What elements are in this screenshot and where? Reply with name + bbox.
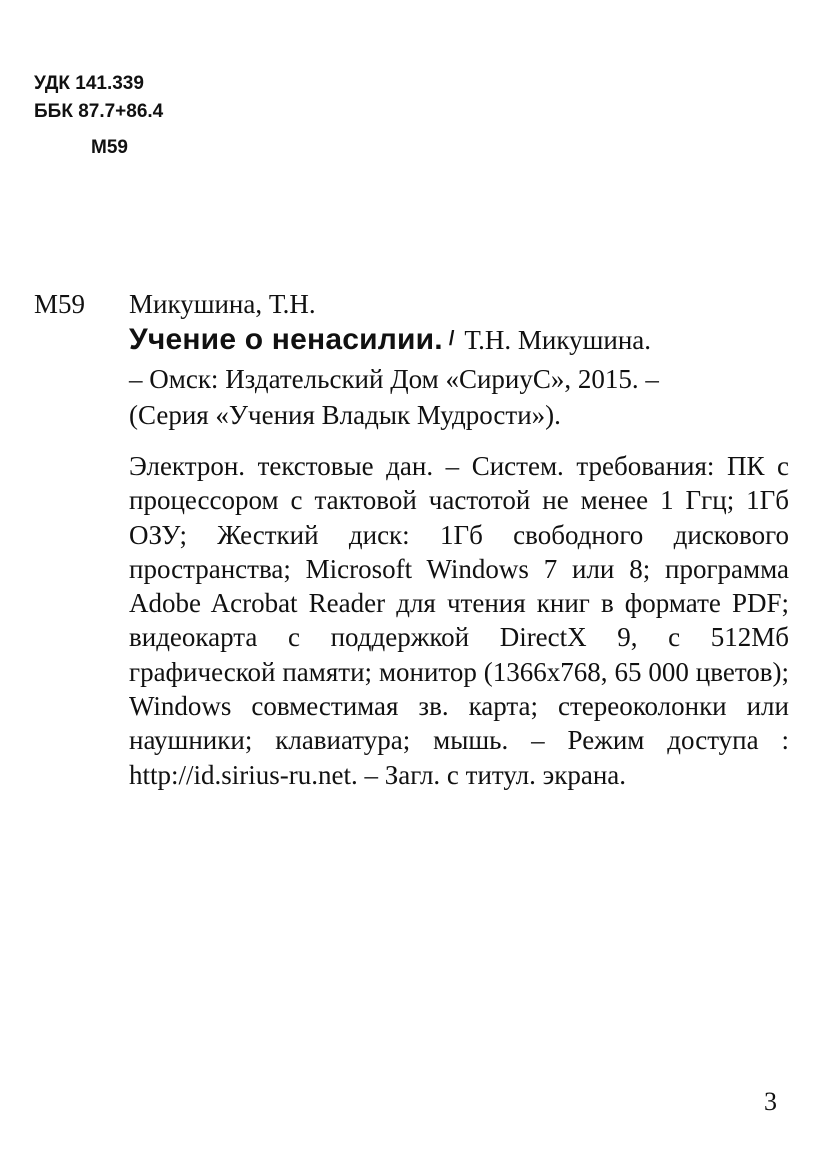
- page-number: 3: [764, 1087, 777, 1116]
- bbk-code: ББК 87.7+86.4: [34, 101, 164, 122]
- udk-code: УДК 141.339: [34, 73, 144, 94]
- system-requirements-note: Электрон. текстовые дан. – Систем. требования: ПК с процессором с тактовой частотой не менее 1 Ггц; 1Гб ОЗУ; Жесткий диск: 1Гб свободного дискового пространства; Microsoft Windows 7 или 8; программа Adobe Acrobat Reader для чтения книг в формате PDF; видеокарта с поддержкой DirectX 9, с 512Мб графической памяти; монитор (1366x768, 65 000 цветов); Windows совместимая зв. карта; стереоколонки или наушники; клавиатура; мышь. – Режим доступа : http://id.sirius-ru.net. – Загл. с титул. экрана.: [129, 451, 789, 790]
- series-info: (Серия «Учения Владык Мудрости»).: [129, 400, 561, 430]
- author-name: Микушина, Т.Н.: [129, 289, 316, 319]
- book-title: Учение о ненасилии.: [129, 323, 443, 356]
- classification-block: [34, 70, 163, 162]
- bibliographic-record: [129, 286, 789, 792]
- catalog-author-mark: М59: [34, 289, 86, 319]
- title-line: [129, 322, 789, 361]
- publication-info: – Омск: Издательский Дом «СириуС», 2015. –: [129, 364, 659, 394]
- responsibility-statement: Т.Н. Микушина.: [464, 325, 652, 355]
- author-mark-code: М59: [91, 137, 128, 158]
- responsibility-separator: /: [448, 328, 455, 350]
